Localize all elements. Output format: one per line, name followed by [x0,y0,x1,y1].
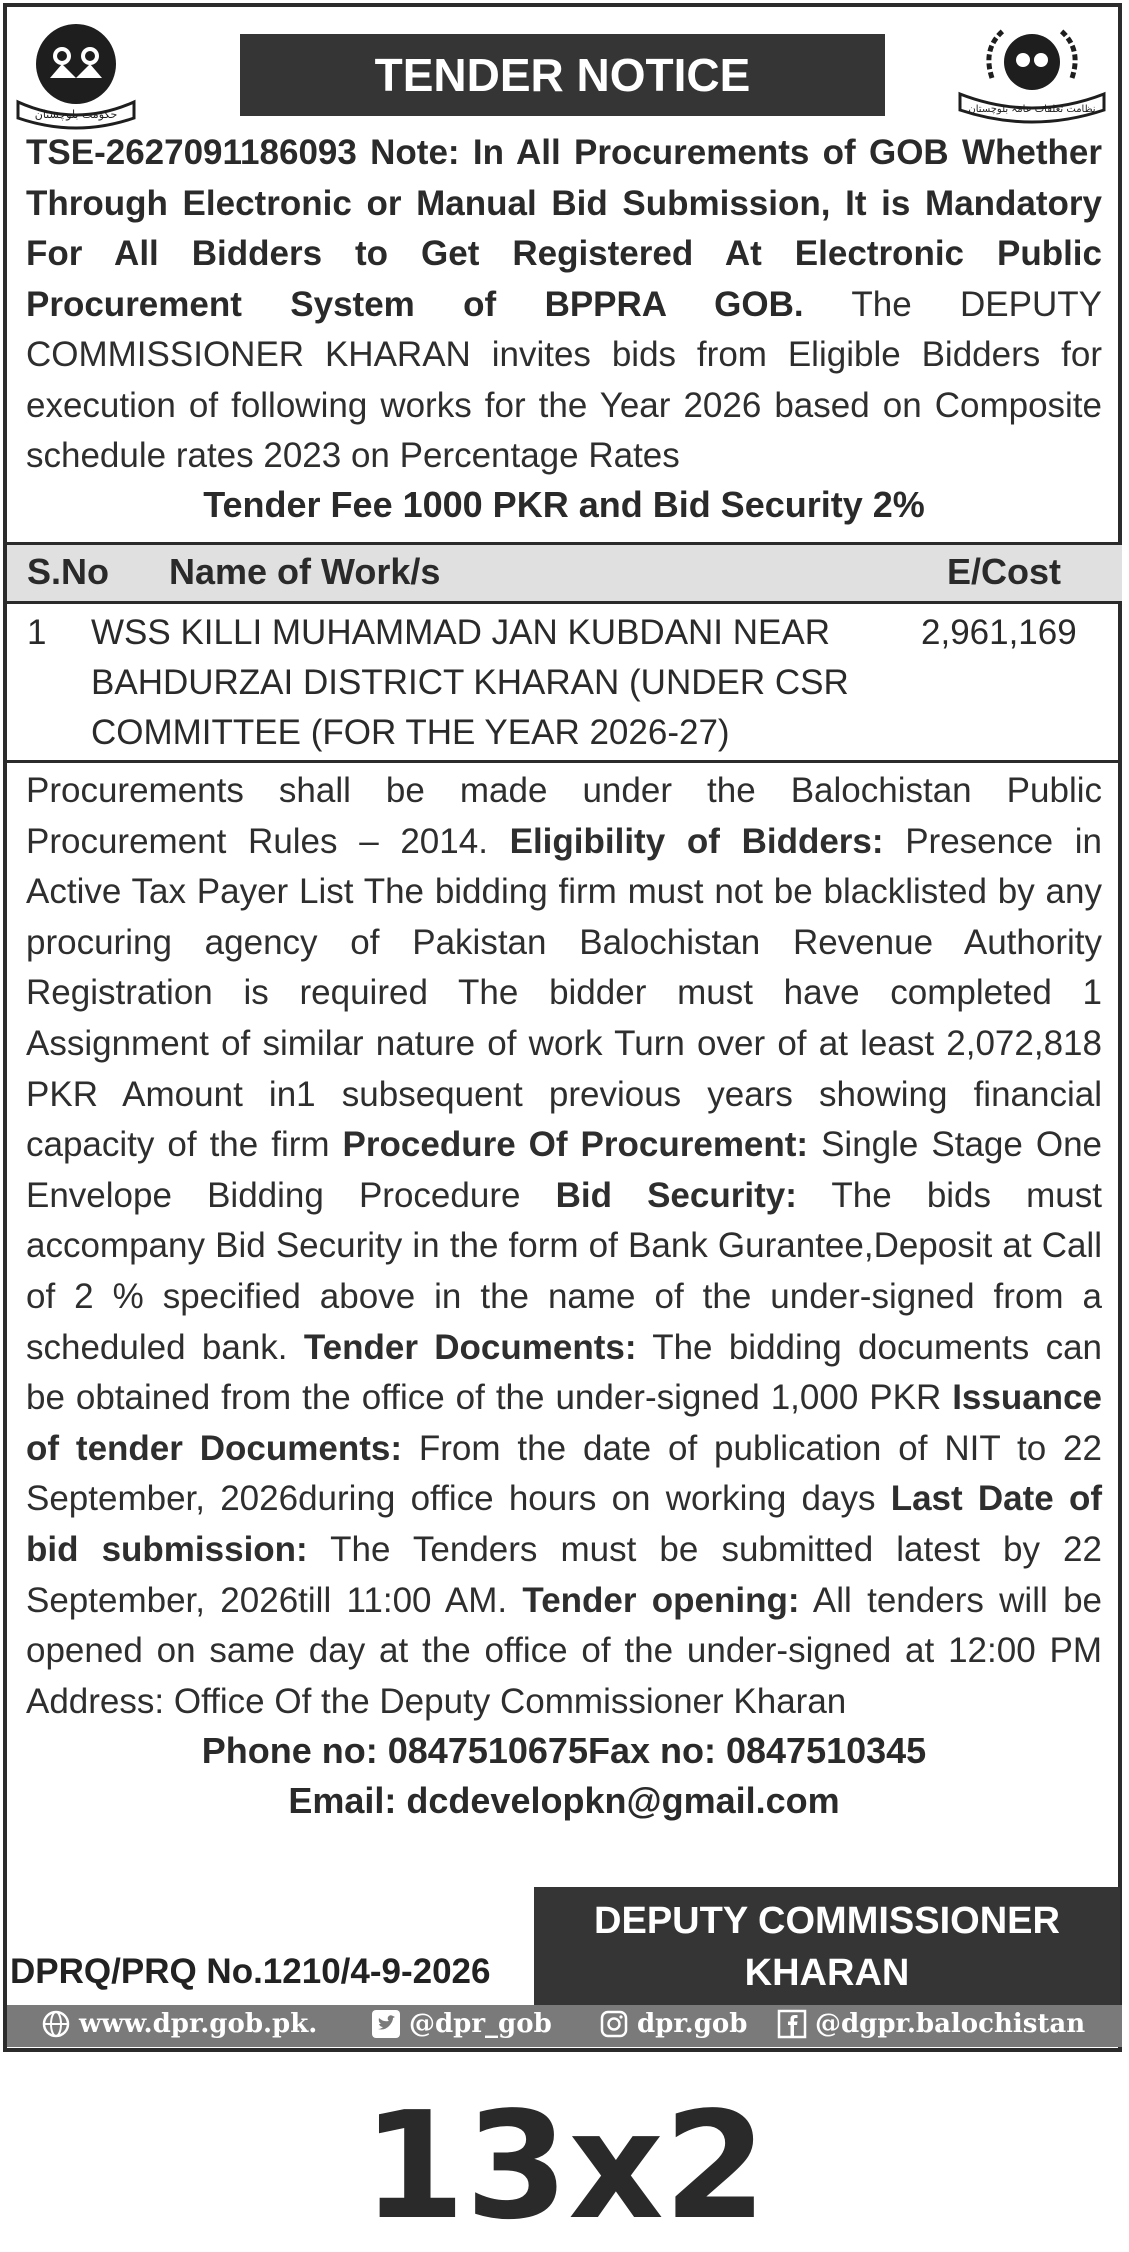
tender-conditions-paragraph [26,766,1102,1727]
instagram-handle[interactable]: dpr.gob [637,2009,748,2039]
last-date-text: The Tenders must be submitted latest by 22 September, 2026till 11:00 AM. [26,1529,1102,1620]
procedure-heading: Procedure Of Procurement: [342,1125,809,1165]
intro-paragraph [26,128,1102,482]
works-table [7,542,1122,763]
signature-block [534,1887,1120,2007]
twitter-item[interactable] [371,2009,552,2039]
balochistan-government-emblem [12,20,140,132]
svg-text:نظامت تعلقات عامہ بلوچستان: نظامت تعلقات عامہ بلوچستان [968,104,1096,115]
phone-fax-line: Phone no: 0847510675Fax no: 0847510345 [201,1730,927,1771]
header-name-of-work: Name of Work/s [169,551,441,592]
facebook-icon [777,2009,807,2039]
table-row [7,604,1122,763]
row-cost: 2,961,169 [921,613,1077,652]
invitation-text: The DEPUTY COMMISSIONER KHARAN invites bids from Eligible Bidders for execution of following works for the Year 2026 based on Composite schedule rates 2023 on Percentage Rates [26,284,1102,475]
last-date-heading: Last Date of bid submission: [26,1479,1102,1569]
facebook-item[interactable] [777,2009,1085,2039]
ad-size-label: 13x2 [362,2080,767,2252]
row-work-name-line1: WSS KILLI MUHAMMAD JAN KUBDANI NEAR [91,613,830,652]
table-header [7,542,1122,604]
procedure-text: Single Stage One Envelope Bidding Procedure [26,1125,1102,1215]
signature-title: DEPUTY COMMISSIONER [594,1900,1060,1942]
registration-note: TSE-2627091186093 Note: In All Procurements of GOB Whether Through Electronic or Manual Bid Submission, It is Mandatory For All Bidders to Get Registered At Electronic Public Procurement System of BPPRA GOB. [26,133,1102,324]
issuance-heading: Issuance of tender Documents: [26,1378,1102,1468]
instagram-item[interactable] [599,2009,747,2039]
website-item[interactable] [41,2009,317,2039]
tender-fee-line: Tender Fee 1000 PKR and Bid Security 2% [203,484,925,525]
website-link[interactable]: www.dpr.gob.pk. [79,2009,318,2039]
tender-documents-heading: Tender Documents: [303,1327,637,1367]
row-work-name-line3: COMMITTEE (FOR THE YEAR 2026-27) [91,713,730,752]
row-work-name-line2: BAHDURZAI DISTRICT KHARAN (UNDER CSR [91,663,849,702]
contact-block [26,1726,1102,1826]
tender-documents-text: The bidding documents can be obtained from the office of the under-signed 1,000 PKR [26,1327,1103,1418]
bid-security-text: The bids must accompany Bid Security in the form of Bank Gurantee,Deposit at Call of 2 % specified above in the name of the under-signed from a scheduled bank. [26,1175,1102,1367]
header-sno: S.No [27,551,110,592]
globe-icon [41,2009,71,2039]
twitter-handle[interactable]: @dpr_gob [409,2009,552,2039]
eligibility-heading: Eligibility of Bidders: [509,821,884,861]
header-estimated-cost: E/Cost [947,551,1062,592]
signature-location: KHARAN [744,1952,910,1994]
facebook-handle[interactable]: @dgpr.balochistan [815,2009,1086,2039]
social-footer [7,2005,1122,2047]
dgpr-balochistan-emblem [952,18,1112,132]
tender-notice-title: TENDER NOTICE [240,34,885,116]
eligibility-text: Presence in Active Tax Payer List The bidding firm must not be blacklisted by any procuring agency of Pakistan Balochistan Revenue Authority Registration is required The bidder must have completed 1 Assignment of similar nature of work Turn over of at least 2,072,818 PKR Amount in1 subsequent previous years showing financial capacity of the firm [26,821,1102,1165]
procurement-rules-text: Procurements shall be made under the Balochistan Public Procurement Rules – 2014. [26,771,1102,861]
tender-opening-text: All tenders will be opened on same day at the office of the under-signed at 12:00 PM Address: Office Of the Deputy Commissioner Kharan [26,1580,1102,1721]
instagram-icon [599,2009,629,2039]
tender-opening-heading: Tender opening: [522,1580,800,1620]
dprq-number: DPRQ/PRQ No.1210/4-9-2026 [10,1952,491,1991]
row-sno: 1 [27,613,47,652]
twitter-icon [371,2009,401,2039]
bid-security-heading: Bid Security: [555,1175,797,1215]
email-line: Email: dcdevelopkn@gmail.com [288,1780,840,1821]
issuance-text: From the date of publication of NIT to 22 September, 2026during office hours on working days [26,1428,1102,1519]
svg-text:حکومت بلوچستان: حکومت بلوچستان [34,108,118,121]
